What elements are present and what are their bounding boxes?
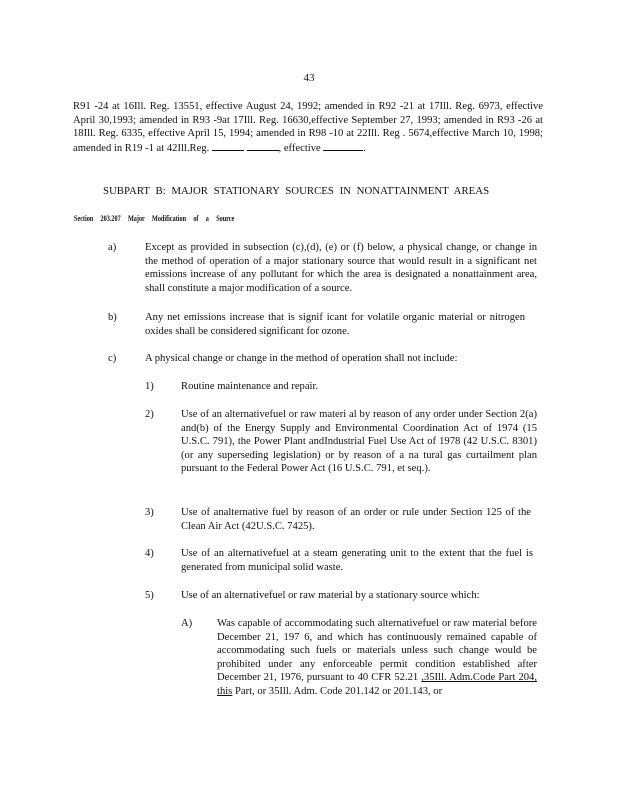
blank-line	[212, 141, 244, 151]
history-comma: ,	[278, 142, 282, 154]
subitem-label: 5)	[145, 590, 154, 601]
blank-line	[323, 141, 363, 151]
blank-line	[247, 141, 279, 151]
subitem-label: 1)	[145, 381, 154, 392]
subitem-text: Use of analternative fuel by reason of an order or rule under Section 125 of the Clean Air Act (42U.S.C. 7425).	[181, 507, 531, 532]
paragraph-text: Any net emissions increase that is signif icant for volatile organic material or nitrogen oxides shall be considered significant for ozone.	[145, 312, 525, 337]
section-heading: Section 203.207 Major Modification of a Source	[74, 213, 235, 223]
subitem-label: 2)	[145, 409, 154, 420]
subitem-text: Use of an alternativefuel or raw material by a stationary source which:	[181, 590, 480, 601]
paragraph-label: c)	[108, 353, 117, 364]
subsubitem-label: A)	[181, 618, 193, 629]
paragraph-label: b)	[108, 312, 117, 323]
paragraph-text: A physical change or change in the method of operation shall not include:	[145, 353, 458, 364]
subitem-text: Routine maintenance and repair.	[181, 381, 319, 392]
page-number: 43	[303, 72, 315, 84]
source-history-note	[73, 100, 543, 155]
history-text: R91 -24 at 16Ill. Reg. 13551, effective August 24, 1992; amended in R92 -21 at 17Ill. Reg. 6973, effective April 30,1993; amended in R93 -9at 17Ill. Reg. 16630,effective September 27, 1993; amended in R93 -26 at 18Ill. Reg. 6335, effective April 15, 1994; amended in R98 -10 at 22Ill. Reg . 5674,effective March 10, 1998; amended in R19 -1 at 42Ill.Reg.	[73, 101, 543, 154]
paragraph-label: a)	[108, 242, 117, 253]
subsubitem-text	[217, 617, 537, 699]
subsubitem-text-before: Was capable of accommodating such alternativefuel or raw material before December 21, 197 6, and which has continuously remained capable of accommodating such fuels or materials unless such change would be prohibited under any enforceable permit condition established after December 21, 1976, pursuant to 40 CFR 52.21	[217, 618, 537, 684]
paragraph-text: Except as provided in subsection (c),(d), (e) or (f) below, a physical change, or change in the method of operation of a major stationary source that would result in a significant net emissions increase of any pollutant for which the area is designated a nonattainment area, shall constitute a major modification of a source.	[145, 242, 537, 294]
subpart-heading: SUBPART B: MAJOR STATIONARY SOURCES IN NONATTAINMENT AREAS	[103, 185, 490, 197]
history-effective-label: effective	[283, 142, 321, 154]
history-period: .	[363, 142, 367, 154]
subsubitem-text-after: Part, or 35Ill. Adm. Code 201.142 or 201.143, or	[234, 685, 443, 697]
subsubitem-text-underlined: ,35Ill. Adm.Code Part 204, this	[217, 672, 537, 697]
subitem-text: Use of an alternativefuel or raw materi al by reason of any order under Section 2(a) and(b) of the Energy Supply and Environmental Coordination Act of 1974 (15 U.S.C. 791), the Power Plant andIndustrial Fuel Use Act of 1978 (42 U.S.C. 8301) (or any superseding legislation) or by reason of a na tural gas curtailment plan pursuant to the Federal Power Act (16 U.S.C. 791, et seq.).	[181, 409, 537, 475]
subitem-label: 4)	[145, 548, 154, 559]
subitem-text: Use of an alternativefuel at a steam generating unit to the extent that the fuel is generated from municipal solid waste.	[181, 548, 533, 573]
subitem-label: 3)	[145, 507, 154, 518]
